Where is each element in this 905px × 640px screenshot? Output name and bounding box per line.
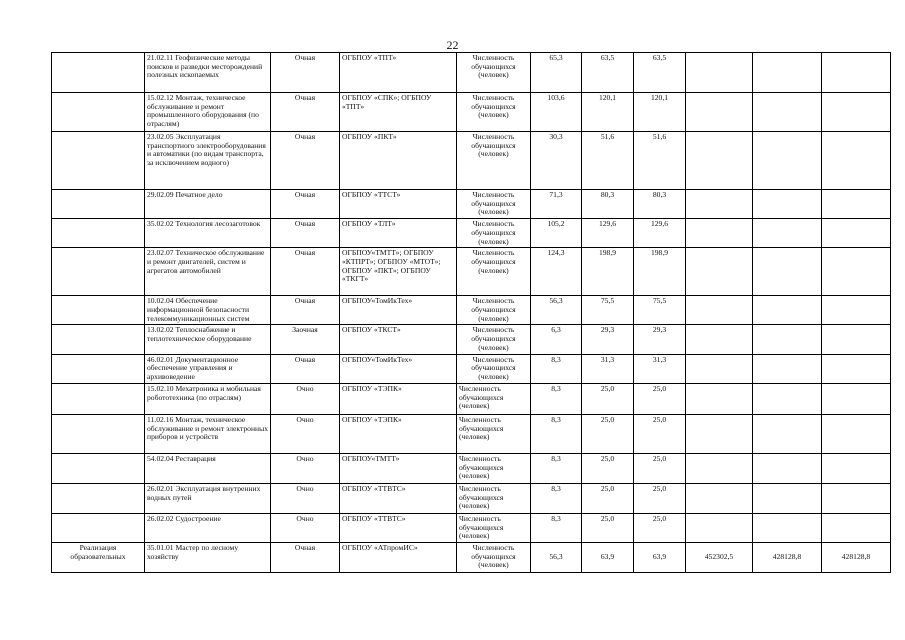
money-cell [753,219,822,248]
organization-cell: ОГБПОУ «СПК»; ОГБПОУ «ТПТ» [340,93,457,132]
program-cell: 54.02.04 Реставрация [145,453,271,483]
money-cell [753,354,822,383]
program-cell: 29.02.09 Печатное дело [145,190,271,219]
study-form-cell: Очно [271,383,340,414]
organization-cell: ОГБПОУ«ТМТТ» [340,453,457,483]
page-number: 22 [446,38,459,52]
value-cell: 63,9 [634,542,686,572]
study-form-cell: Очно [271,453,340,483]
program-cell: 26.02.02 Судостроение [145,513,271,542]
table-row [52,53,891,93]
section-cell: Реализация образовательных [52,542,145,572]
study-form-cell: Очная [271,248,340,296]
money-cell [686,296,753,325]
indicator-cell: Численность обучающихся (человек) [457,414,531,453]
money-cell: 428128,8 [822,542,891,572]
organization-cell: ОГБПОУ «ТТСТ» [340,190,457,219]
value-cell: 71,3 [531,190,582,219]
value-cell: 29,3 [634,325,686,354]
study-form-cell: Очная [271,354,340,383]
value-cell: 25,0 [634,483,686,513]
study-form-cell: Очно [271,414,340,453]
value-cell: 8,3 [531,414,582,453]
table-row [52,453,891,483]
money-cell [822,453,891,483]
table-row [52,296,891,325]
value-cell: 51,6 [582,132,634,190]
value-cell: 29,3 [582,325,634,354]
money-cell [753,190,822,219]
value-cell: 63,5 [582,53,634,93]
table-row [52,414,891,453]
value-cell: 198,9 [634,248,686,296]
value-cell: 8,3 [531,383,582,414]
money-cell [686,354,753,383]
organization-cell: ОГБПОУ «ТЭПК» [340,383,457,414]
value-cell: 56,3 [531,296,582,325]
money-cell [753,513,822,542]
value-cell: 103,6 [531,93,582,132]
table-row [52,542,891,572]
value-cell: 65,3 [531,53,582,93]
indicator-cell: Численность обучающихся (человек) [457,383,531,414]
program-cell: 13.02.02 Теплоснабжение и теплотехническое оборудование [145,325,271,354]
money-cell [686,453,753,483]
organization-cell: ОГБПОУ«ТМТТ»; ОГБПОУ «КТПРТ»; ОГБПОУ «МТОТ»; ОГБПОУ «ПКТ»; ОГБПОУ «ТКГТ» [340,248,457,296]
value-cell: 198,9 [582,248,634,296]
section-cell [52,296,145,325]
money-cell [686,325,753,354]
money-cell [822,325,891,354]
study-form-cell: Очно [271,483,340,513]
value-cell: 6,3 [531,325,582,354]
study-form-cell: Очная [271,219,340,248]
value-cell: 25,0 [582,513,634,542]
section-cell [52,190,145,219]
indicator-cell: Численность обучающихся (человек) [457,542,531,572]
section-cell [52,132,145,190]
section-cell [52,414,145,453]
program-cell: 46.02.01 Документационное обеспечение управления и архивоведение [145,354,271,383]
money-cell [753,53,822,93]
study-form-cell: Очно [271,513,340,542]
value-cell: 31,3 [634,354,686,383]
value-cell: 25,0 [582,383,634,414]
table-row [52,219,891,248]
value-cell: 31,3 [582,354,634,383]
section-cell [52,325,145,354]
indicator-cell: Численность обучающихся (человек) [457,219,531,248]
value-cell: 129,6 [582,219,634,248]
indicator-cell: Численность обучающихся (человек) [457,296,531,325]
value-cell: 25,0 [634,383,686,414]
money-cell [753,296,822,325]
money-cell [686,132,753,190]
indicator-cell: Численность обучающихся (человек) [457,190,531,219]
value-cell: 25,0 [582,414,634,453]
indicator-cell: Численность обучающихся (человек) [457,325,531,354]
program-cell: 11.02.16 Монтаж, техническое обслуживание и ремонт электронных приборов и устройств [145,414,271,453]
program-table [51,52,891,573]
value-cell: 25,0 [582,453,634,483]
value-cell: 120,1 [582,93,634,132]
program-cell: 15.02.10 Мехатроника и мобильная робототехника (по отраслям) [145,383,271,414]
section-cell [52,513,145,542]
organization-cell: ОГБПОУ «ТПТ» [340,53,457,93]
value-cell: 75,5 [582,296,634,325]
money-cell [753,325,822,354]
section-cell [52,53,145,93]
study-form-cell: Заочная [271,325,340,354]
program-cell: 23.02.07 Техническое обслуживание и ремонт двигателей, систем и агрегатов автомобилей [145,248,271,296]
value-cell: 25,0 [634,513,686,542]
program-cell: 15.02.12 Монтаж, техническое обслуживание и ремонт промышленного оборудования (по отраслям) [145,93,271,132]
money-cell [822,296,891,325]
section-cell [52,453,145,483]
value-cell: 75,5 [634,296,686,325]
value-cell: 8,3 [531,513,582,542]
money-cell [822,190,891,219]
money-cell [822,53,891,93]
money-cell [822,132,891,190]
study-form-cell: Очная [271,296,340,325]
indicator-cell: Численность обучающихся (человек) [457,453,531,483]
money-cell [822,414,891,453]
organization-cell: ОГБПОУ «ТЛТ» [340,219,457,248]
money-cell [686,190,753,219]
table-row [52,483,891,513]
money-cell [686,483,753,513]
money-cell [822,219,891,248]
indicator-cell: Численность обучающихся (человек) [457,483,531,513]
money-cell [686,219,753,248]
money-cell [822,513,891,542]
table-row [52,132,891,190]
value-cell: 8,3 [531,453,582,483]
program-cell: 26.02.01 Эксплуатация внутренних водных путей [145,483,271,513]
organization-cell: ОГБПОУ «ПКТ» [340,132,457,190]
section-cell [52,248,145,296]
program-cell: 10.02.04 Обеспечение информационной безопасности телекоммуникационных систем [145,296,271,325]
money-cell [753,483,822,513]
section-cell [52,383,145,414]
money-cell [753,453,822,483]
value-cell: 63,5 [634,53,686,93]
program-cell: 23.02.05 Эксплуатация транспортного электрооборудования и автоматики (по видам транспорта, за исключением водного) [145,132,271,190]
money-cell [822,354,891,383]
table-row [52,93,891,132]
value-cell: 8,3 [531,483,582,513]
value-cell: 56,3 [531,542,582,572]
value-cell: 105,2 [531,219,582,248]
indicator-cell: Численность обучающихся (человек) [457,132,531,190]
value-cell: 129,6 [634,219,686,248]
value-cell: 25,0 [634,453,686,483]
money-cell [686,93,753,132]
money-cell: 428128,8 [753,542,822,572]
value-cell: 80,3 [582,190,634,219]
program-cell: 21.02.11 Геофизические методы поисков и разведки месторождений полезных ископаемых [145,53,271,93]
money-cell [753,414,822,453]
value-cell: 51,6 [634,132,686,190]
organization-cell: ОГБПОУ «ТТВТС» [340,513,457,542]
organization-cell: ОГБПОУ «ТТВТС» [340,483,457,513]
money-cell [686,248,753,296]
indicator-cell: Численность обучающихся (человек) [457,513,531,542]
program-cell: 35.02.02 Технология лесозаготовок [145,219,271,248]
value-cell: 25,0 [634,414,686,453]
value-cell: 30,3 [531,132,582,190]
section-cell [52,219,145,248]
money-cell [686,53,753,93]
organization-cell: ОГБПОУ«ТомИкТех» [340,296,457,325]
money-cell [753,132,822,190]
money-cell [686,513,753,542]
indicator-cell: Численность обучающихся (человек) [457,354,531,383]
table-row [52,354,891,383]
study-form-cell: Очная [271,93,340,132]
section-cell [52,93,145,132]
money-cell [822,483,891,513]
value-cell: 63,9 [582,542,634,572]
indicator-cell: Численность обучающихся (человек) [457,248,531,296]
organization-cell: ОГБПОУ«ТомИкТех» [340,354,457,383]
value-cell: 124,3 [531,248,582,296]
indicator-cell: Численность обучающихся (человек) [457,53,531,93]
money-cell [753,93,822,132]
table-row [52,190,891,219]
study-form-cell: Очная [271,53,340,93]
indicator-cell: Численность обучающихся (человек) [457,93,531,132]
money-cell [822,93,891,132]
study-form-cell: Очная [271,190,340,219]
money-cell [822,383,891,414]
value-cell: 25,0 [582,483,634,513]
organization-cell: ОГБПОУ «ТКСТ» [340,325,457,354]
money-cell [753,383,822,414]
table-row [52,513,891,542]
program-cell: 35.01.01 Мастер по лесному хозяйству [145,542,271,572]
money-cell: 452302,5 [686,542,753,572]
money-cell [753,248,822,296]
money-cell [822,248,891,296]
table-row [52,248,891,296]
money-cell [686,414,753,453]
value-cell: 120,1 [634,93,686,132]
table-row [52,325,891,354]
organization-cell: ОГБПОУ «АТпромИС» [340,542,457,572]
study-form-cell: Очная [271,542,340,572]
section-cell [52,354,145,383]
section-cell [52,483,145,513]
value-cell: 8,3 [531,354,582,383]
table-row [52,383,891,414]
study-form-cell: Очная [271,132,340,190]
organization-cell: ОГБПОУ «ТЭПК» [340,414,457,453]
value-cell: 80,3 [634,190,686,219]
money-cell [686,383,753,414]
